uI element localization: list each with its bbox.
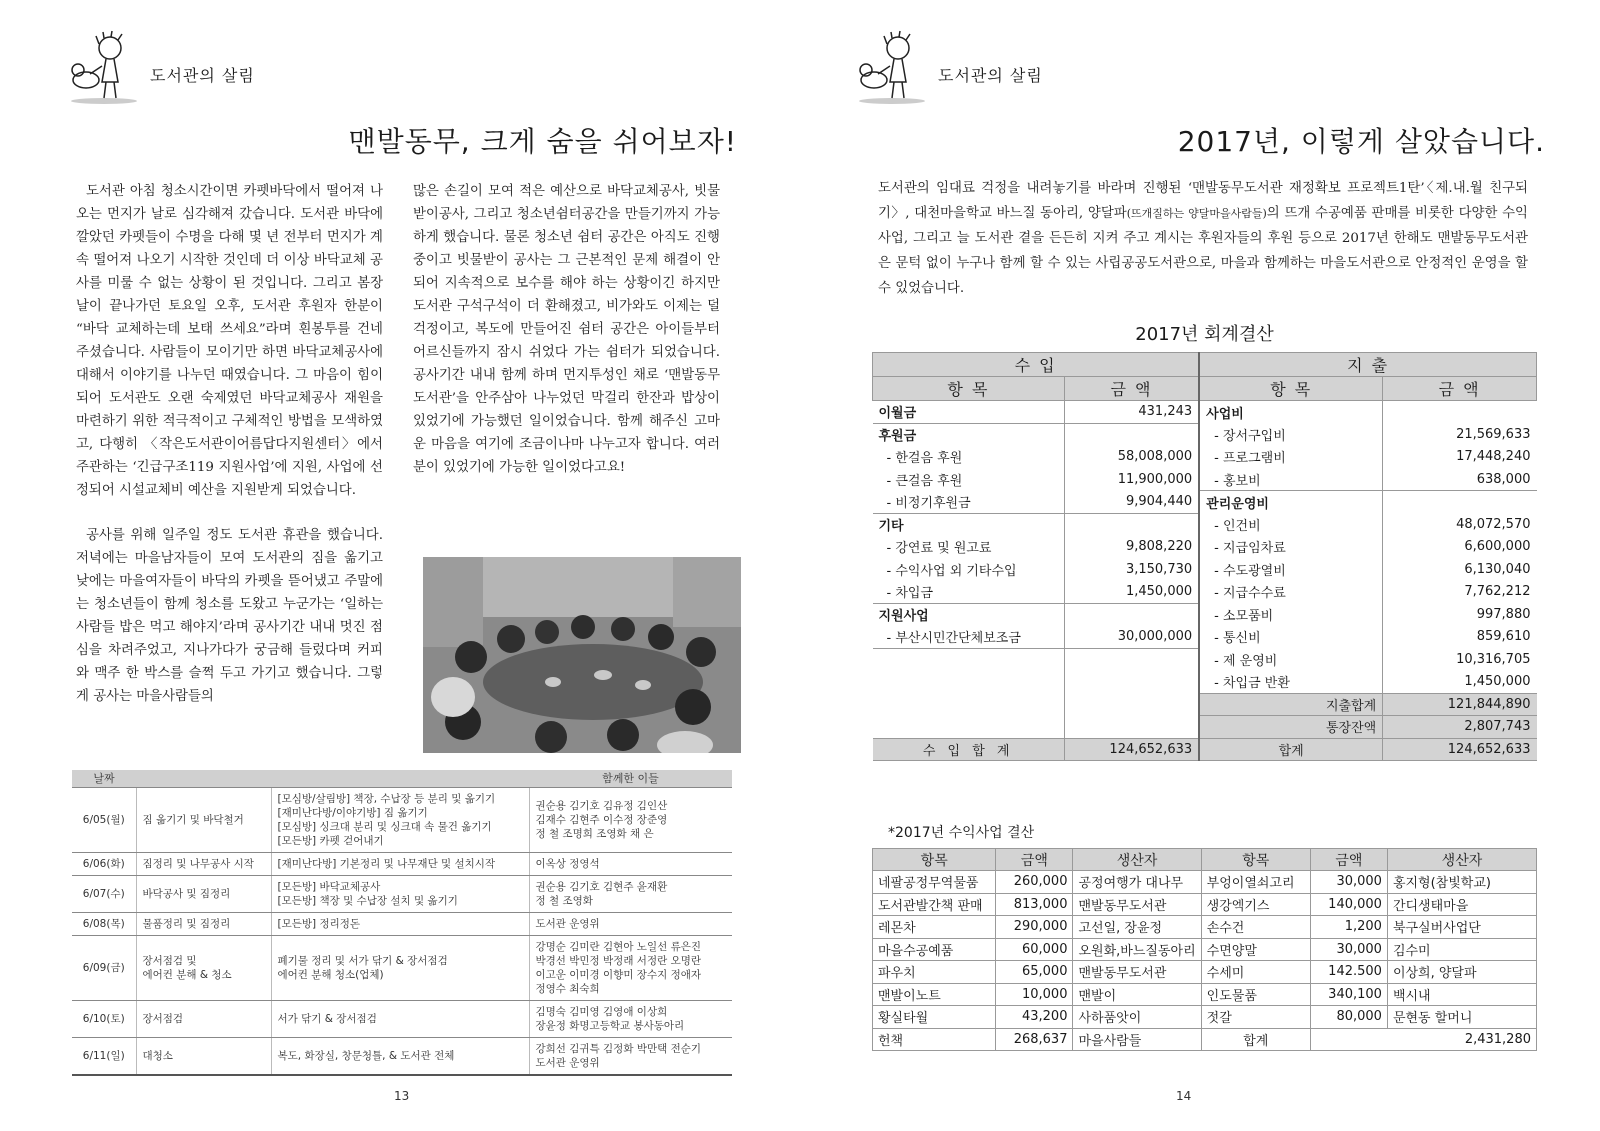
- expense-item: - 수도광열비: [1199, 558, 1383, 581]
- income-amount: [1064, 603, 1199, 626]
- expense-amount-header: 금 액: [1383, 377, 1537, 401]
- article-paragraph: 공사를 위해 일주일 정도 도서관 휴관을 했습니다. 저녁에는 마을남자들이 모여 도서관의 짐을 옮기고 낮에는 마을여자들이 바닥의 카펫을 뜯어냈고 주말에는 청소년들이 함께 청소를 도왔고 누군가는 ‘일하는 사람들 밥은 먹고 해야지’라며 공사기간 내내 멋진 점심을 차려주었고, 지나가다가 궁금해 들렀다며 커피와 맥주 한 박스를 슬쩍 두고 가기고 했습니다. 그렇게 공사는 마을사람들의: [76, 528, 383, 704]
- income-total-label: 수 입 합 계: [873, 738, 1065, 761]
- cell-amount: 290,000: [996, 916, 1073, 939]
- expense-amount: 638,000: [1383, 468, 1537, 491]
- table-row: [873, 671, 1537, 694]
- financial-statement-table: [872, 352, 1537, 761]
- article-paragraph: 도서관 아침 청소시간이면 카펫바닥에서 떨어져 나오는 먼지가 날로 심각해져 갔습니다. 도서관 바닥에 깔았던 카펫들이 수명을 다해 몇 년 전부터 먼지가 계속 떨어져 나오기 시작한 것인데 더 이상 바닥교체 공사를 미룰 수 없는 상황이 된 것입니다. 그리고 봄장날이 끝나가던 토요일 오후, 도서관 후원자 한분이 “바닥 교체하는데 보태 쓰세요”라며 흰봉투를 건네 주셨습니다. 사람들이 모이기만 하면 바닥교체공사에 대해서 이야기를 나누던 때였습니다. 그 마음이 힘이 되어 도서관도 오랜 숙제였던 바닥교체공사 재원을 마련하기 위한 적극적이고 구체적인 방법을 모색하였고, 다행히 〈작은도서관이어름답다지원센터〉에서 주관하는 ‘긴급구조119 지원사업’에 지원, 사업에 선정되어 시설교체비 예산을 지원받게 되었습니다.: [76, 184, 383, 498]
- expense-amount: 10,316,705: [1383, 648, 1537, 671]
- income-item: [873, 648, 1065, 671]
- header-item: 항목: [1201, 849, 1310, 871]
- cell-task: 장서점검 및 에어컨 분해 & 청소: [136, 935, 271, 1000]
- financial-table-title: 2017년 회계결산: [1135, 324, 1274, 345]
- table-row: [873, 603, 1537, 626]
- income-item: [873, 671, 1065, 694]
- table-row: [873, 401, 1537, 424]
- table-row: [873, 1028, 1537, 1051]
- cell-producer: 김수미: [1387, 938, 1536, 961]
- income-item: - 차입금: [886, 586, 933, 601]
- cell-producer: 공정여행가 대나무: [1073, 871, 1201, 894]
- cell-people: 강희선 김귀특 김정화 박만택 전순기 도서관 운영위: [529, 1037, 732, 1075]
- income-amount: [1064, 716, 1199, 739]
- cell-producer: 맨발동무도서관: [1073, 893, 1201, 916]
- income-item: 기타: [873, 513, 1065, 536]
- group-photo: [423, 557, 741, 753]
- table-row: [873, 983, 1537, 1006]
- cell-task: 짐정리 및 나무공사 시작: [136, 852, 271, 875]
- expense-item: - 지급임차료: [1199, 536, 1383, 559]
- table-row: [873, 648, 1537, 671]
- page-title: 2017년, 이렇게 살았습니다.: [1177, 125, 1545, 158]
- cell-date: 6/11(일): [72, 1037, 136, 1075]
- expense-amount: [1383, 401, 1537, 424]
- income-item: - 부산시민간단체보조금: [886, 631, 1021, 646]
- expense-amount: 6,600,000: [1383, 536, 1537, 559]
- cell-producer: 홍지형(참빛학교): [1387, 871, 1536, 894]
- table-row: [873, 871, 1537, 894]
- intro-text: 도서관의 임대료 걱정을 내려놓기를 바라며 진행된 ‘맨발동무도서관 재정확보 프로젝트1탄’〈제.내.월 친구되기〉, 대천마을학교 바느질 동아리, 양달파: [878, 181, 1528, 221]
- income-amount: [1064, 648, 1199, 671]
- income-item-header: 항 목: [873, 377, 1065, 401]
- income-item: [873, 716, 1065, 739]
- header-item: 항목: [873, 849, 996, 871]
- cell-item: 마을수공예품: [873, 938, 996, 961]
- cell-people: 강명순 김미란 김현아 노일선 류은진 박경선 박민정 박정래 서정란 오명란 이고운 이미경 이향미 장수지 정애자 정영수 최숙희: [529, 935, 732, 1000]
- cell-item: 생강엑기스: [1201, 893, 1310, 916]
- cell-detail: [모든방] 정리정돈: [271, 912, 529, 935]
- cell-item: 도서관발간책 판매: [873, 893, 996, 916]
- cell-amount: 140,000: [1310, 893, 1387, 916]
- revenue-table-title: *2017년 수익사업 결산: [888, 825, 1035, 841]
- expense-amount: 997,880: [1383, 603, 1537, 626]
- table-row: [72, 875, 732, 912]
- income-amount: [1064, 513, 1199, 536]
- expense-item: - 제 운영비: [1199, 648, 1383, 671]
- expense-total: 124,652,633: [1383, 738, 1537, 761]
- cell-producer: 사하품앗이: [1073, 1006, 1201, 1029]
- income-amount: 431,243: [1064, 401, 1199, 424]
- income-item: - 강연료 및 원고료: [886, 541, 992, 557]
- cell-detail: [모든방] 바닥교체공사 [모든방] 책장 및 수납장 설치 및 옮기기: [271, 875, 529, 912]
- income-amount: 30,000,000: [1064, 626, 1199, 649]
- income-amount-header: 금 액: [1064, 377, 1199, 401]
- table-row: [873, 581, 1537, 604]
- table-row: [72, 787, 732, 852]
- table-row: [873, 468, 1537, 491]
- cell-detail: [재미난다방] 기본정리 및 나무재단 및 설치시작: [271, 852, 529, 875]
- income-amount: 9,904,440: [1064, 491, 1199, 514]
- header-amount: 금액: [1310, 849, 1387, 871]
- table-row: [873, 626, 1537, 649]
- page-number: 14: [1176, 1089, 1192, 1103]
- expense-item: - 통신비: [1199, 626, 1383, 649]
- cell-item: 손수건: [1201, 916, 1310, 939]
- cell-producer: 문현동 할머니: [1387, 1006, 1536, 1029]
- expense-header: 지 출: [1199, 353, 1536, 377]
- cell-producer: 마을사람들: [1073, 1028, 1201, 1051]
- table-row: [72, 935, 732, 1000]
- income-amount: 11,900,000: [1064, 468, 1199, 491]
- table-row: [873, 536, 1537, 559]
- header-date: 날짜: [72, 770, 136, 787]
- expense-subtotal-label: 지출합계: [1199, 693, 1383, 716]
- income-item: 이월금: [878, 406, 917, 422]
- cell-people: 권순용 김기호 김유정 김인산 김재수 김현주 이수정 장준영 정 철 조명희 조영화 채 은: [529, 787, 732, 852]
- table-row: [873, 893, 1537, 916]
- revenue-total: 2,431,280: [1310, 1028, 1536, 1051]
- table-row: [873, 938, 1537, 961]
- cell-item: 부엉이열쇠고리: [1201, 871, 1310, 894]
- cell-task: 장서점검: [136, 1000, 271, 1037]
- table-row: [873, 693, 1537, 716]
- cell-amount: 260,000: [996, 871, 1073, 894]
- income-item: - 비정기후원금: [886, 496, 971, 511]
- section-header: [854, 30, 1043, 106]
- cell-producer: 이상희, 양달파: [1387, 961, 1536, 984]
- header-blank: [271, 770, 529, 787]
- table-row: [72, 1000, 732, 1037]
- cell-amount: 43,200: [996, 1006, 1073, 1029]
- cell-amount: 30,000: [1310, 871, 1387, 894]
- expense-amount: 48,072,570: [1383, 513, 1537, 536]
- mascot-girl-dog-icon: [66, 30, 146, 106]
- header-producer: 생산자: [1073, 849, 1201, 871]
- expense-item: - 지급수수료: [1199, 581, 1383, 604]
- table-row: [72, 852, 732, 875]
- cell-task: 바닥공사 및 짐정리: [136, 875, 271, 912]
- cell-producer: 간디생태마을: [1387, 893, 1536, 916]
- expense-amount: 17,448,240: [1383, 446, 1537, 469]
- cell-item: 맨발이노트: [873, 983, 996, 1006]
- table-header-row: [873, 849, 1537, 871]
- income-header: 수 입: [873, 353, 1200, 377]
- income-amount: [1064, 671, 1199, 694]
- cell-item: 수세미: [1201, 961, 1310, 984]
- income-amount: [1064, 693, 1199, 716]
- expense-item: - 차입금 반환: [1199, 671, 1383, 694]
- expense-item: 관리운영비: [1199, 491, 1383, 514]
- expense-amount: 859,610: [1383, 626, 1537, 649]
- expense-subtotal: 121,844,890: [1383, 693, 1537, 716]
- table-row: [873, 513, 1537, 536]
- income-item: 후원금: [873, 423, 1065, 446]
- table-header-row: [72, 770, 732, 787]
- cell-producer: 백시내: [1387, 983, 1536, 1006]
- table-row: [873, 1006, 1537, 1029]
- cell-detail: 폐기물 정리 및 서가 닦기 & 장서점검 에어컨 분해 청소(업체): [271, 935, 529, 1000]
- cell-date: 6/06(화): [72, 852, 136, 875]
- cell-producer: 고선일, 장윤정: [1073, 916, 1201, 939]
- cell-amount: 340,100: [1310, 983, 1387, 1006]
- expense-item: - 장서구입비: [1199, 423, 1383, 446]
- work-schedule-table: [72, 770, 732, 1076]
- cell-date: 6/09(금): [72, 935, 136, 1000]
- cell-producer: 오원화,바느질동아리: [1073, 938, 1201, 961]
- table-row: [873, 423, 1537, 446]
- expense-total-label: 합계: [1199, 738, 1383, 761]
- cell-people: 김명숙 김미영 김영애 이상희 장윤정 화명고등학교 봉사동아리: [529, 1000, 732, 1037]
- article-column-1: [76, 180, 383, 730]
- income-item: - 수익사업 외 기타수입: [886, 563, 1017, 579]
- cell-date: 6/08(목): [72, 912, 136, 935]
- cell-amount: 80,000: [1310, 1006, 1387, 1029]
- income-amount: [1064, 423, 1199, 446]
- header-participants: 함께한 이들: [529, 770, 732, 787]
- section-title: 도서관의 살림: [938, 65, 1043, 85]
- income-amount: 9,808,220: [1064, 536, 1199, 559]
- cell-people: 도서관 운영위: [529, 912, 732, 935]
- header-blank: [136, 770, 271, 787]
- expense-item: - 프로그램비: [1199, 446, 1383, 469]
- cell-producer: 맨발이: [1073, 983, 1201, 1006]
- page-number: 13: [394, 1089, 410, 1103]
- cell-task: 짐 옮기기 및 바닥철거: [136, 787, 271, 852]
- cell-date: 6/05(월): [72, 787, 136, 852]
- cell-detail: 서가 닦기 & 장서점검: [271, 1000, 529, 1037]
- table-row: [873, 961, 1537, 984]
- table-row: [873, 446, 1537, 469]
- cell-amount: 65,000: [996, 961, 1073, 984]
- cell-detail: [모심방/살림방] 책장, 수납장 등 분리 및 옮기기 [재미난다방/이야기방] 짐 옮기기 [모심방] 싱크대 분리 및 싱크대 속 물건 옮기기 [모든방] 카펫 걷어내기: [271, 787, 529, 852]
- cell-amount: 142.500: [1310, 961, 1387, 984]
- cell-amount: 60,000: [996, 938, 1073, 961]
- expense-item: - 소모품비: [1199, 603, 1383, 626]
- cell-people: 이옥상 정영석: [529, 852, 732, 875]
- income-amount: 3,150,730: [1064, 558, 1199, 581]
- table-total-row: [873, 738, 1537, 761]
- table-row: [873, 491, 1537, 514]
- expense-amount: 7,762,212: [1383, 581, 1537, 604]
- intro-paragraph: [878, 176, 1528, 301]
- table-row: [873, 558, 1537, 581]
- cell-producer: 북구실버사업단: [1387, 916, 1536, 939]
- header-producer: 생산자: [1387, 849, 1536, 871]
- income-item: 지원사업: [873, 603, 1065, 626]
- cell-date: 6/10(토): [72, 1000, 136, 1037]
- cell-item: 수면양말: [1201, 938, 1310, 961]
- intro-text-small: (뜨개질하는 양달마을사람들): [1126, 207, 1267, 220]
- expense-item: - 홍보비: [1199, 468, 1383, 491]
- balance-amount: 2,807,743: [1383, 716, 1537, 739]
- table-row: [72, 912, 732, 935]
- cell-task: 대청소: [136, 1037, 271, 1075]
- income-amount: 1,450,000: [1064, 581, 1199, 604]
- cell-item: 파우치: [873, 961, 996, 984]
- right-page: [800, 0, 1600, 1131]
- income-item: - 한걸음 후원: [886, 451, 963, 467]
- cell-item: 인도물품: [1201, 983, 1310, 1006]
- cell-date: 6/07(수): [72, 875, 136, 912]
- cell-item: 헌책: [873, 1028, 996, 1051]
- article-paragraph: 많은 손길이 모여 적은 예산으로 바닥교체공사, 빗물받이공사, 그리고 청소년쉼터공간을 만들기까지 가능하게 했습니다. 물론 청소년 쉼터 공간은 아직도 진행 중이고 빗물받이 공사는 그 근본적인 문제 해결이 안 되어 지속적으로 보수를 해야 하는 상황이긴 하지만 도서관 구석구석이 더 환해졌고, 비가와도 이제는 덜 걱정이고, 복도에 만들어진 쉼터 공간은 아이들부터 어르신들까지 잠시 쉬었다 가는 쉼터가 되었습니다. 공사기간 내내 함께 하며 먼지투성인 채로 ‘맨발동무도서관’을 안주삼아 나누었던 막걸리 한잔과 밥상이 있었기에 가능했던 일이었습니다. 함께 해주신 고마운 마음을 여기에 조금이나마 나누고자 합니다. 여러분이 있었기에 가능한 일이었다고요!: [413, 184, 720, 475]
- income-total: 124,652,633: [1064, 738, 1199, 761]
- cell-task: 물품정리 및 짐정리: [136, 912, 271, 935]
- expense-item: 사업비: [1199, 401, 1383, 424]
- cell-amount: 1,200: [1310, 916, 1387, 939]
- table-row: [873, 916, 1537, 939]
- revenue-total-label: 합계: [1201, 1028, 1310, 1051]
- cell-amount: 268,637: [996, 1028, 1073, 1051]
- cell-item: 황실타월: [873, 1006, 996, 1029]
- article-column-2: [413, 180, 720, 501]
- section-header: [66, 30, 255, 106]
- revenue-projects-table: [872, 848, 1537, 1051]
- balance-label: 통장잔액: [1199, 716, 1383, 739]
- income-item: [873, 693, 1065, 716]
- header-amount: 금액: [996, 849, 1073, 871]
- table-row: [72, 1037, 732, 1075]
- cell-item: 네팔공정무역물품: [873, 871, 996, 894]
- table-row: [873, 716, 1537, 739]
- mascot-girl-dog-icon: [854, 30, 934, 106]
- cell-amount: 30,000: [1310, 938, 1387, 961]
- section-title: 도서관의 살림: [150, 65, 255, 85]
- expense-item: - 인건비: [1199, 513, 1383, 536]
- expense-amount: 6,130,040: [1383, 558, 1537, 581]
- cell-people: 권순용 김기호 김현주 윤재환 정 철 조영화: [529, 875, 732, 912]
- expense-amount: 1,450,000: [1383, 671, 1537, 694]
- expense-amount: 21,569,633: [1383, 423, 1537, 446]
- page-title: 맨발동무, 크게 숨을 쉬어보자!: [348, 125, 737, 158]
- cell-item: 레몬차: [873, 916, 996, 939]
- intro-text: 의 뜨개 수공예품 판매를 비롯한 다양한 수익사업, 그리고 늘 도서관 곁을 든든히 지켜 주고 계시는 후원자들의 후원 등으로 2017년 한해도 맨발동무도서관은 문턱 없이 누구나 함께 할 수 있는 사립공공도서관으로, 마을과 함께하는 마을도서관으로 안정적인 운영을 할 수 있었습니다.: [878, 206, 1528, 296]
- cell-amount: 10,000: [996, 983, 1073, 1006]
- income-amount: 58,008,000: [1064, 446, 1199, 469]
- expense-amount: [1383, 491, 1537, 514]
- cell-detail: 복도, 화장실, 창문청틀, & 도서관 전체: [271, 1037, 529, 1075]
- cell-amount: 813,000: [996, 893, 1073, 916]
- cell-producer: 맨발동무도서관: [1073, 961, 1201, 984]
- expense-item-header: 항 목: [1199, 377, 1383, 401]
- income-item: - 큰걸음 후원: [886, 473, 963, 489]
- cell-item: 젓갈: [1201, 1006, 1310, 1029]
